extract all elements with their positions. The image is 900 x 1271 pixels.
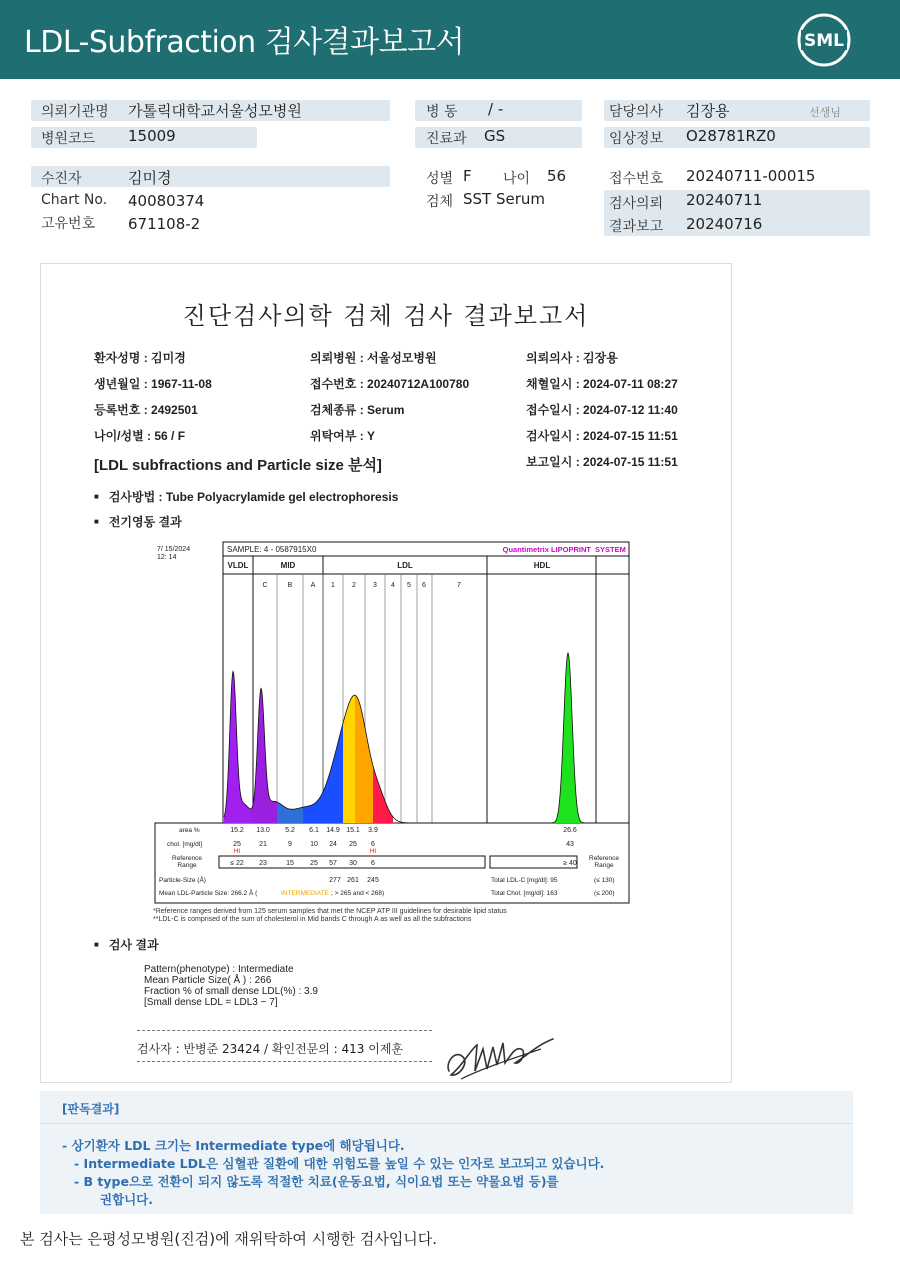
band-label: 3 (373, 582, 377, 589)
tester-line: 검사자 : 반병준 23424 / 확인전문의 : 413 이제훈 (137, 1042, 404, 1056)
ref-value: ≤ 22 (230, 860, 244, 867)
report-field: 채혈일시 : 2024-07-11 08:27 (526, 377, 678, 391)
chart-time: 12: 14 (157, 554, 177, 561)
chol-value: 25 (349, 841, 357, 848)
lab-report-document (40, 263, 732, 1083)
hdl-ref-value: ≥ 40 (563, 860, 577, 867)
report-field: 의뢰병원 : 서울성모병원 (310, 351, 437, 365)
total-ldl-ref: (≤ 130) (594, 877, 615, 884)
patient-row (31, 166, 390, 187)
note-line: **LDL-C is comprised of the sum of cholesterol in Mid bands C through A as well as all the subfractions (153, 916, 472, 923)
report-title: 진단검사의학 검체 검사 결과보고서 (182, 302, 590, 330)
result-heading: ■ 검사 결과 (94, 936, 159, 953)
electrophoresis-heading: ■ 전기영동 결과 (94, 513, 182, 530)
note-line: *Reference ranges derived from 125 serum samples that met the NCEP ATP III guidelines for desirable lipid status (153, 908, 507, 915)
lipoprint-chart (153, 540, 631, 904)
result-line: [Small dense LDL = LDL3 ~ 7] (144, 997, 278, 1008)
region-label: MID (280, 561, 296, 570)
institution-label: 의뢰기관명 (41, 104, 109, 120)
report-field: 위탁여부 : Y (310, 429, 376, 443)
chol-flag: HI (370, 849, 376, 855)
particle-size-label: Particle-Size (Å) (159, 877, 206, 884)
judgement-heading: [판독결과] (62, 1102, 120, 1116)
request-value: 20240711 (686, 191, 763, 209)
area-value: 5.2 (285, 827, 295, 834)
receipt-label: 접수번호 (609, 171, 664, 187)
band-label: 5 (407, 582, 411, 589)
receipt-value: 20240711-00015 (686, 167, 816, 185)
chart-date: 7/ 15/2024 (157, 546, 191, 553)
chol-value: 9 (288, 841, 292, 848)
sex-label: 성별 (426, 171, 454, 187)
chol-value: 24 (329, 841, 337, 848)
band-label: B (287, 582, 293, 589)
patient-label: 수진자 (41, 171, 82, 187)
footer-note: 본 검사는 은평성모병원(진검)에 재위탁하여 시행한 검사입니다. (20, 1230, 438, 1248)
ref-value: 57 (329, 860, 337, 867)
ref-value: 25 (310, 860, 318, 867)
particle-size-value: 277 (329, 877, 341, 884)
lipoprint-svg (153, 540, 631, 904)
chart-background (153, 540, 631, 904)
page-header (0, 0, 900, 79)
chol-value: 6 (371, 841, 375, 848)
report-field: 생년월일 : 1967-11-08 (94, 377, 212, 391)
handwritten-signature (441, 1019, 561, 1089)
ref-label-right-2: Range (594, 862, 614, 869)
result-block (144, 964, 318, 1008)
judgement-panel (40, 1091, 853, 1214)
region-label: LDL (397, 561, 413, 570)
band-label: C (262, 582, 268, 589)
area-value: 14.9 (326, 827, 340, 834)
report-label: 결과보고 (609, 219, 664, 235)
area-value: 15.2 (230, 827, 244, 834)
particle-size-value: 245 (367, 877, 379, 884)
doctor-suffix: 선생님 (809, 106, 841, 119)
mean-size-class: INTERMEDIATE (281, 890, 329, 897)
hospital-code-value: 15009 (128, 127, 176, 145)
chol-flag: HI (234, 849, 240, 855)
dept-value: GS (484, 127, 506, 145)
institution-value: 가톨릭대학교서울성모병원 (128, 102, 302, 120)
age-label: 나이 (503, 171, 531, 187)
ref-value: 15 (286, 860, 294, 867)
request-label: 검사의뢰 (609, 196, 664, 212)
ref-value: 6 (371, 860, 375, 867)
divider (137, 1061, 432, 1062)
method-line: ■ 검사방법 : Tube Polyacrylamide gel electrophoresis (94, 488, 398, 505)
report-field: 접수일시 : 2024-07-12 11:40 (526, 403, 678, 417)
age-value: 56 (547, 167, 567, 185)
report-field: 등록번호 : 2492501 (94, 403, 198, 417)
particle-size-value: 261 (347, 877, 359, 884)
specimen-value: SST Serum (463, 190, 546, 208)
judgement-header (40, 1091, 853, 1124)
sex-value: F (463, 167, 472, 185)
chol-value: 21 (259, 841, 267, 848)
specimen-label: 검체 (426, 194, 454, 210)
judgement-line: - B type으로 전환이 되지 않도록 적절한 치료(운동요법, 식이요법 또는 약물요법 등)를 (74, 1174, 559, 1189)
judgement-line: - 상기환자 LDL 크기는 Intermediate type에 해당됩니다. (62, 1138, 405, 1153)
unique-no-value: 671108-2 (128, 215, 201, 233)
area-label: area % (179, 827, 200, 834)
chol-value: 25 (233, 841, 241, 848)
clinical-label: 임상정보 (609, 131, 664, 147)
divider (137, 1030, 432, 1031)
total-chol: Total Chol. [mg/dl]: 163 (491, 890, 558, 897)
report-field: 나이/성별 : 56 / F (94, 429, 186, 443)
page-title: LDL-Subfraction 검사결과보고서 (24, 25, 465, 60)
ref-value: 23 (259, 860, 267, 867)
doctor-value: 김장용 (686, 102, 730, 120)
ward-value: / - (488, 100, 504, 118)
report-field: 환자성명 : 김미경 (94, 351, 186, 365)
chol-label: chol. [mg/dl] (167, 841, 203, 848)
band-label: 2 (352, 582, 356, 589)
ref-label-right-1: Reference (589, 855, 619, 862)
section-title: [LDL subfractions and Particle size 분석] (94, 457, 382, 474)
area-value: 6.1 (309, 827, 319, 834)
ref-label-line2: Range (177, 862, 197, 869)
band-label: 4 (391, 582, 395, 589)
mean-size-rule: ; > 265 and < 268) (331, 890, 385, 897)
doctor-label: 담당의사 (609, 104, 664, 120)
dept-label: 진료과 (426, 131, 467, 147)
report-field: 검사일시 : 2024-07-15 11:51 (526, 429, 678, 443)
result-line: Fraction % of small dense LDL(%) : 3.9 (144, 986, 318, 997)
chart-brand: Quantimetrix LIPOPRINT (502, 545, 591, 554)
band-label: 6 (422, 582, 426, 589)
chol-value: 10 (310, 841, 318, 848)
reference-notes (153, 908, 507, 924)
ref-label-line1: Reference (172, 855, 202, 862)
band-label: 7 (457, 582, 461, 589)
clinical-value: O28781RZ0 (686, 127, 776, 145)
chart-no-value: 40080374 (128, 192, 205, 210)
hdl-area-value: 26.6 (563, 827, 577, 834)
report-field: 검체종류 : Serum (310, 403, 405, 417)
area-value: 3.9 (368, 827, 378, 834)
area-value: 15.1 (346, 827, 360, 834)
result-line: Pattern(phenotype) : Intermediate (144, 964, 294, 975)
sml-logo (796, 12, 852, 68)
band-label: A (310, 582, 316, 589)
mean-size-text: Mean LDL-Particle Size: 266.2 Å ( (159, 890, 258, 897)
judgement-line: 권합니다. (100, 1192, 154, 1207)
ward-label: 병 동 (426, 104, 458, 120)
report-value: 20240716 (686, 215, 763, 233)
judgement-line: - Intermediate LDL은 심혈관 질환에 대한 위험도를 높일 수 있는 인자로 보고되고 있습니다. (74, 1156, 605, 1171)
chart-sample: SAMPLE: 4 - 0587915X0 (227, 545, 317, 554)
patient-value: 김미경 (128, 169, 172, 187)
logo-text: SML (804, 31, 844, 51)
result-line: Mean Particle Size( Å ) : 266 (144, 975, 272, 986)
area-value: 13.0 (256, 827, 270, 834)
total-ldl: Total LDL-C [mg/dl]: 95 (491, 877, 558, 884)
chart-brand-suffix: SYSTEM (595, 545, 626, 554)
ref-value: 30 (349, 860, 357, 867)
region-label: VLDL (227, 561, 249, 570)
hospital-code-label: 병원코드 (41, 131, 96, 147)
report-field: 의뢰의사 : 김장용 (526, 351, 618, 365)
unique-no-label: 고유번호 (41, 216, 96, 232)
region-label: HDL (533, 561, 551, 570)
total-chol-ref: (≤ 200) (594, 890, 615, 897)
chart-no-label: Chart No. (41, 192, 108, 208)
hdl-chol-value: 43 (566, 841, 574, 848)
report-field: 접수번호 : 20240712A100780 (310, 377, 470, 391)
report-field: 보고일시 : 2024-07-15 11:51 (526, 455, 678, 469)
band-label: 1 (331, 582, 335, 589)
